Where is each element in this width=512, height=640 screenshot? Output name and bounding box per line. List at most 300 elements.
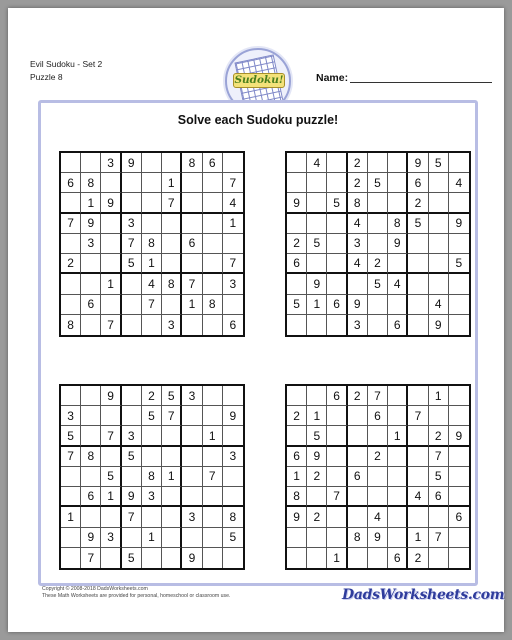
sudoku-cell: [122, 386, 142, 406]
sudoku-grid-1: [59, 151, 245, 337]
sudoku-cell: [388, 467, 408, 487]
sudoku-cell: [429, 406, 449, 426]
sudoku-cell: [327, 528, 347, 548]
sudoku-cell: 1: [61, 507, 81, 527]
sudoku-cell: 3: [61, 406, 81, 426]
sudoku-cell: 6: [327, 386, 347, 406]
sudoku-cell: 2: [61, 254, 81, 274]
sudoku-cell: [388, 528, 408, 548]
sudoku-cell: 6: [61, 173, 81, 193]
sudoku-cell: [368, 193, 388, 213]
sudoku-cell: 9: [223, 406, 243, 426]
sudoku-cell: 7: [223, 254, 243, 274]
sudoku-cell: 5: [142, 406, 162, 426]
sudoku-cell: [61, 386, 81, 406]
sudoku-cell: [429, 548, 449, 568]
sudoku-cell: [162, 214, 182, 234]
sudoku-cell: 6: [388, 548, 408, 568]
sudoku-cell: 1: [142, 528, 162, 548]
sudoku-cell: [388, 487, 408, 507]
sudoku-cell: 7: [429, 528, 449, 548]
sudoku-cell: [388, 507, 408, 527]
sudoku-cell: [182, 254, 202, 274]
sudoku-cell: 9: [101, 386, 121, 406]
sudoku-cell: 2: [348, 386, 368, 406]
sudoku-cell: [101, 406, 121, 426]
name-line: [350, 82, 492, 83]
sudoku-cell: [142, 447, 162, 467]
sudoku-cell: 5: [327, 193, 347, 213]
sudoku-cell: 8: [81, 447, 101, 467]
sudoku-cell: [327, 254, 347, 274]
sudoku-grid-3: [59, 384, 245, 570]
sudoku-cell: [182, 193, 202, 213]
sudoku-cell: [307, 193, 327, 213]
sudoku-cell: [368, 234, 388, 254]
sudoku-cell: [162, 254, 182, 274]
sudoku-cell: 1: [327, 548, 347, 568]
sudoku-cell: 3: [122, 214, 142, 234]
sudoku-cell: [449, 193, 469, 213]
sudoku-cell: 1: [182, 295, 202, 315]
sudoku-grid-4: [285, 384, 471, 570]
sudoku-cell: [287, 315, 307, 335]
sudoku-cell: 2: [287, 406, 307, 426]
sudoku-cell: [203, 528, 223, 548]
sudoku-cell: 3: [101, 153, 121, 173]
sudoku-cell: [449, 153, 469, 173]
sudoku-cell: 3: [142, 487, 162, 507]
sudoku-cell: [122, 274, 142, 294]
sudoku-cell: [429, 214, 449, 234]
sudoku-cell: [122, 315, 142, 335]
sudoku-cell: [348, 487, 368, 507]
sudoku-cell: 5: [287, 295, 307, 315]
sudoku-cell: 1: [307, 406, 327, 426]
sudoku-cell: [122, 406, 142, 426]
sudoku-cell: 4: [449, 173, 469, 193]
sudoku-cell: [203, 254, 223, 274]
sudoku-cell: 1: [81, 193, 101, 213]
sudoku-cell: [307, 548, 327, 568]
sudoku-cell: 3: [223, 447, 243, 467]
sudoku-cell: 6: [287, 447, 307, 467]
sudoku-cell: [122, 173, 142, 193]
sudoku-cell: 5: [429, 153, 449, 173]
sudoku-cell: 5: [122, 548, 142, 568]
sudoku-cell: [223, 295, 243, 315]
sudoku-cell: 1: [408, 528, 428, 548]
sudoku-cell: 9: [81, 528, 101, 548]
sudoku-cell: [348, 447, 368, 467]
sudoku-cell: [408, 254, 428, 274]
sudoku-cell: 5: [122, 447, 142, 467]
sudoku-cell: [449, 447, 469, 467]
sudoku-cell: [162, 528, 182, 548]
sudoku-cell: 4: [429, 295, 449, 315]
sudoku-cell: [388, 153, 408, 173]
sudoku-cell: [327, 234, 347, 254]
sudoku-cell: [203, 173, 223, 193]
sudoku-cell: 9: [408, 153, 428, 173]
sudoku-cell: [287, 548, 307, 568]
sudoku-cell: [81, 274, 101, 294]
sudoku-cell: 1: [101, 274, 121, 294]
sudoku-cell: [368, 487, 388, 507]
sudoku-cell: 9: [287, 507, 307, 527]
sudoku-cell: [307, 315, 327, 335]
sudoku-cell: [142, 548, 162, 568]
sudoku-cell: [61, 274, 81, 294]
sudoku-cell: [203, 386, 223, 406]
sudoku-cell: 6: [429, 487, 449, 507]
sudoku-cell: [203, 548, 223, 568]
sudoku-cell: [162, 426, 182, 446]
sudoku-cell: [61, 193, 81, 213]
sudoku-cell: [348, 426, 368, 446]
sudoku-cell: 1: [287, 467, 307, 487]
sudoku-cell: 7: [203, 467, 223, 487]
sudoku-cell: 8: [162, 274, 182, 294]
sudoku-cell: [327, 315, 347, 335]
sudoku-cell: 2: [408, 548, 428, 568]
sudoku-cell: [81, 467, 101, 487]
sudoku-cell: 8: [203, 295, 223, 315]
sudoku-cell: [223, 426, 243, 446]
sudoku-cell: 1: [101, 487, 121, 507]
sudoku-cell: [203, 274, 223, 294]
sudoku-cell: 5: [122, 254, 142, 274]
sudoku-cell: 6: [327, 295, 347, 315]
sudoku-cell: [327, 406, 347, 426]
sudoku-cell: [429, 254, 449, 274]
sudoku-cell: 6: [449, 507, 469, 527]
sudoku-cell: 7: [61, 214, 81, 234]
sudoku-cell: [449, 406, 469, 426]
sudoku-cell: [307, 254, 327, 274]
sudoku-cell: [368, 315, 388, 335]
sudoku-cell: 4: [408, 487, 428, 507]
sudoku-cell: [327, 426, 347, 446]
sudoku-grid-2: [285, 151, 471, 337]
sudoku-cell: [388, 386, 408, 406]
sudoku-cell: [182, 173, 202, 193]
sudoku-cell: 3: [223, 274, 243, 294]
sudoku-cell: [348, 548, 368, 568]
sudoku-cell: [61, 528, 81, 548]
sudoku-cell: [429, 274, 449, 294]
sudoku-cell: 5: [368, 173, 388, 193]
sudoku-cell: [101, 507, 121, 527]
sudoku-cell: [429, 173, 449, 193]
sudoku-cell: 4: [348, 214, 368, 234]
sudoku-cell: [182, 214, 202, 234]
sudoku-cell: [223, 386, 243, 406]
sudoku-cell: [182, 487, 202, 507]
sudoku-cell: [223, 467, 243, 487]
sudoku-cell: [122, 193, 142, 213]
sudoku-cell: [122, 467, 142, 487]
sudoku-cell: [203, 507, 223, 527]
sudoku-cell: 1: [429, 386, 449, 406]
sudoku-cell: 7: [142, 295, 162, 315]
sudoku-cell: [327, 214, 347, 234]
sudoku-cell: 7: [162, 406, 182, 426]
sudoku-cell: [327, 274, 347, 294]
sudoku-cell: 7: [223, 173, 243, 193]
sudoku-cell: 5: [368, 274, 388, 294]
sudoku-cell: 9: [122, 487, 142, 507]
sudoku-cell: 2: [307, 507, 327, 527]
sudoku-cell: 4: [223, 193, 243, 213]
sudoku-cell: 1: [203, 426, 223, 446]
sudoku-cell: [449, 295, 469, 315]
sudoku-cell: [61, 153, 81, 173]
instruction-heading: Solve each Sudoku puzzle!: [177, 113, 339, 127]
sudoku-cell: [408, 467, 428, 487]
sudoku-cell: [429, 234, 449, 254]
sudoku-cell: [203, 234, 223, 254]
sudoku-cell: 5: [307, 426, 327, 446]
sudoku-cell: [182, 528, 202, 548]
sudoku-cell: [142, 173, 162, 193]
sudoku-cell: [287, 274, 307, 294]
sudoku-cell: [142, 214, 162, 234]
sudoku-cell: [388, 173, 408, 193]
sudoku-cell: [287, 153, 307, 173]
sudoku-cell: 6: [287, 254, 307, 274]
sudoku-cell: [348, 274, 368, 294]
sudoku-cell: [61, 295, 81, 315]
sudoku-cell: 7: [408, 406, 428, 426]
sudoku-cell: 2: [287, 234, 307, 254]
sudoku-cell: 9: [182, 548, 202, 568]
sudoku-cell: 7: [81, 548, 101, 568]
sudoku-cell: [203, 193, 223, 213]
usage-note: These Math Worksheets are provided for personal, homeschool or classroom use.: [42, 593, 231, 599]
sudoku-cell: [142, 153, 162, 173]
sudoku-cell: [327, 467, 347, 487]
sudoku-cell: [203, 447, 223, 467]
sudoku-cell: 9: [429, 315, 449, 335]
sudoku-cell: 2: [348, 173, 368, 193]
sudoku-cell: [327, 447, 347, 467]
sudoku-cell: 9: [449, 426, 469, 446]
sudoku-cell: 9: [368, 528, 388, 548]
sudoku-cell: 6: [203, 153, 223, 173]
sudoku-cell: [203, 487, 223, 507]
set-title: Evil Sudoku - Set 2: [30, 59, 103, 69]
sudoku-cell: 6: [229, 317, 237, 332]
sudoku-cell: 3: [348, 234, 368, 254]
worksheet-header: [30, 58, 102, 84]
sudoku-cell: 4: [142, 274, 162, 294]
sudoku-cell: 8: [81, 173, 101, 193]
sudoku-cell: 5: [223, 528, 243, 548]
sudoku-cell: [81, 315, 101, 335]
sudoku-cell: 7: [162, 193, 182, 213]
sudoku-cell: [162, 507, 182, 527]
sudoku-cell: [203, 406, 223, 426]
sudoku-cell: [307, 214, 327, 234]
sudoku-cell: 9: [122, 153, 142, 173]
sudoku-cell: 5: [101, 467, 121, 487]
sudoku-cell: 3: [162, 315, 182, 335]
sudoku-cell: 2: [368, 447, 388, 467]
sudoku-cell: [162, 234, 182, 254]
sudoku-cell: [122, 528, 142, 548]
sudoku-cell: 8: [142, 467, 162, 487]
sudoku-cell: 8: [182, 153, 202, 173]
sudoku-cell: 2: [348, 153, 368, 173]
sudoku-cell: [287, 528, 307, 548]
sudoku-cell: 5: [408, 214, 428, 234]
sudoku-cell: 7: [61, 447, 81, 467]
sudoku-cell: [142, 426, 162, 446]
sudoku-cell: [223, 548, 243, 568]
sudoku-cell: [348, 406, 368, 426]
sudoku-cell: 2: [408, 193, 428, 213]
sudoku-cell: [408, 426, 428, 446]
sudoku-cell: [101, 173, 121, 193]
sudoku-cell: [408, 386, 428, 406]
sudoku-cell: [307, 487, 327, 507]
sudoku-cell: [182, 447, 202, 467]
sudoku-cell: [449, 548, 469, 568]
sudoku-cell: [388, 406, 408, 426]
sudoku-cell: [162, 295, 182, 315]
sudoku-cell: 7: [101, 426, 121, 446]
sudoku-cell: [81, 507, 101, 527]
sudoku-cell: 8: [388, 214, 408, 234]
sudoku-cell: [368, 214, 388, 234]
sudoku-cell: 4: [368, 507, 388, 527]
sudoku-cell: 7: [122, 507, 142, 527]
sudoku-cell: 6: [182, 234, 202, 254]
sudoku-cell: [182, 426, 202, 446]
sudoku-cell: [368, 548, 388, 568]
footer-text: [42, 586, 230, 600]
sudoku-cell: 8: [348, 193, 368, 213]
sudoku-cell: [101, 254, 121, 274]
sudoku-cell: [223, 487, 243, 507]
sudoku-cell: 5: [61, 426, 81, 446]
sudoku-cell: 8: [223, 507, 243, 527]
sudoku-cell: 1: [162, 467, 182, 487]
sudoku-cell: [182, 315, 202, 335]
sudoku-cell: [368, 295, 388, 315]
sudoku-cell: [368, 153, 388, 173]
worksheet-page: [8, 8, 504, 632]
sudoku-cell: 9: [307, 274, 327, 294]
sudoku-cell: [408, 274, 428, 294]
sudoku-cell: 1: [142, 254, 162, 274]
sudoku-cell: [307, 173, 327, 193]
sudoku-cell: [81, 406, 101, 426]
sudoku-cell: 9: [388, 234, 408, 254]
sudoku-cell: [101, 548, 121, 568]
puzzle-frame: [38, 100, 478, 586]
sudoku-cell: [61, 234, 81, 254]
sudoku-cell: 3: [182, 507, 202, 527]
sudoku-cell: [142, 507, 162, 527]
sudoku-cell: 3: [101, 528, 121, 548]
sudoku-cell: [101, 295, 121, 315]
sudoku-cell: [162, 447, 182, 467]
sudoku-cell: 4: [348, 254, 368, 274]
logo-text: Sudoku!: [234, 74, 284, 86]
sudoku-cell: [162, 153, 182, 173]
sudoku-cell: 4: [307, 153, 327, 173]
sudoku-cell: [449, 528, 469, 548]
sudoku-cell: [449, 487, 469, 507]
puzzle-label: Puzzle 8: [30, 72, 63, 82]
sudoku-cell: 9: [287, 193, 307, 213]
sudoku-cell: [307, 386, 327, 406]
sudoku-cell: 1: [388, 426, 408, 446]
sudoku-cell: 1: [162, 173, 182, 193]
sudoku-cell: 6: [368, 406, 388, 426]
sudoku-cell: [429, 507, 449, 527]
sudoku-cell: 2: [368, 254, 388, 274]
sudoku-cell: 6: [348, 467, 368, 487]
sudoku-cell: [408, 507, 428, 527]
sudoku-cell: [81, 426, 101, 446]
sudoku-cell: 3: [182, 386, 202, 406]
sudoku-cell: 6: [81, 487, 101, 507]
sudoku-cell: [408, 295, 428, 315]
sudoku-cell: [429, 193, 449, 213]
sudoku-cell: [162, 548, 182, 568]
sudoku-cell: [388, 447, 408, 467]
sudoku-cell: [287, 426, 307, 446]
sudoku-cell: [61, 487, 81, 507]
sudoku-cell: 6: [408, 173, 428, 193]
sudoku-cell: 6: [388, 315, 408, 335]
sudoku-cell: [142, 193, 162, 213]
copyright-text: Copyright © 2008-2018 DadsWorksheets.com: [42, 586, 148, 592]
sudoku-cell: [81, 386, 101, 406]
sudoku-cell: 6: [81, 295, 101, 315]
sudoku-cell: [388, 254, 408, 274]
sudoku-cell: 1: [223, 214, 243, 234]
sudoku-cell: [388, 295, 408, 315]
sudoku-cell: 5: [449, 254, 469, 274]
sudoku-cell: [101, 234, 121, 254]
sudoku-cell: [223, 153, 243, 173]
sudoku-cell: [408, 447, 428, 467]
sudoku-cell: [203, 214, 223, 234]
sudoku-cell: 7: [122, 234, 142, 254]
sudoku-cell: 8: [287, 487, 307, 507]
sudoku-cell: [449, 386, 469, 406]
sudoku-cell: [101, 447, 121, 467]
sudoku-cell: 9: [348, 295, 368, 315]
sudoku-cell: [81, 254, 101, 274]
sudoku-cell: 9: [81, 214, 101, 234]
sudoku-cell: 3: [81, 234, 101, 254]
sudoku-cell: [327, 173, 347, 193]
sudoku-cell: [449, 234, 469, 254]
sudoku-cell: [223, 234, 243, 254]
sudoku-cell: 8: [142, 234, 162, 254]
sudoku-cell: 5: [162, 386, 182, 406]
sudoku-cell: [61, 548, 81, 568]
sudoku-cell: 7: [101, 315, 121, 335]
sudoku-cell: 5: [307, 234, 327, 254]
sudoku-cell: [327, 153, 347, 173]
sudoku-cell: [287, 214, 307, 234]
